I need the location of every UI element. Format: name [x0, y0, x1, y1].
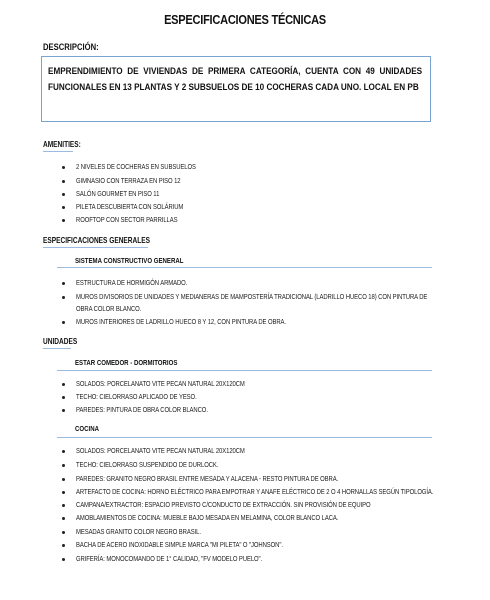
construction-rule: [57, 267, 432, 268]
construction-subheading: SISTEMA CONSTRUCTIVO GENERAL: [75, 256, 184, 265]
general-specs-heading: ESPECIFICACIONES GENERALES: [43, 236, 151, 245]
bullet-icon: [62, 296, 65, 299]
bullet-icon: [62, 531, 65, 534]
units-heading: UNIDADES: [43, 337, 78, 346]
bullet-icon: [62, 180, 65, 183]
amenities-underline: [43, 151, 73, 152]
spec-document: ESPECIFICACIONES TÉCNICAS DESCRIPCIÓN: EMPRENDIMIENTO DE VIVIENDAS DE PRIMERA CATEGORÍA, CUENTA CON 49 UNIDADES FUNCIONALES EN 13 PLANTAS Y 2 SUBSUELOS DE 10 COCHERAS CADA UNO. LOCAL EN PB AMENITIES: 2 NIVELES DE COCHERAS EN SUBSUELOS GIMNASIO CON TERRAZA EN PISO 12 SALÓN GOURMET EN PISO 11 PILETA DESCUBIERTA CON SOLÁRIUM ROOFTOP CON SECTOR PARRILLAS ESPECIFICACIONES GENERALES SISTEMA CONSTRUCTIVO GENERAL ESTRUCTURA DE HORMIGÓN ARMADO. MUROS DIVISORIOS DE UNIDADES Y MEDIANERAS DE MAMPOSTERÍA TRADICIONAL (LADRILLO HUECO 18) CON PINTURA DE OBRA COLOR BLANCO. MUROS INTERIORES DE LADRILLO HUECO 8 Y 12, CON PINTURA DE OBRA. UNIDADES ESTAR COMEDOR - DORMITORIOS SOLADOS: PORCELANATO VITE PECAN NATURAL 20X120CM TECHO: CIELORRASO APLICADO DE YESO. PAREDES: PINTURA DE OBRA COLOR BLANCO. COCINA SOLADOS: PORCELANATO VITE PECAN NATURAL 20X120CM TECHO: CIELORRASO SUSPENDIDO DE DURLOCK. PAREDES: GRANITO NEGRO BRASIL ENTRE MESADA Y ALACENA - RESTO PINTURA DE OBRA. ARTEFACTO DE COCINA: HORNO ELÉCTRICO PARA EMPOTRAR Y ANAFE ELÉCTRICO DE 2 O 4 HORNALLAS SEGÚN TIPOLOGÍA. CAMPANA/EXTRACTOR: ESPACIO PREVISTO C/CONDUCTO DE EXTRACCIÓN. SIN PROVISIÓN DE EQUIPO AMOBLAMIENTOS DE COCINA: MUEBLE BAJO MESADA EN MELAMINA, COLOR BLANCO LACA. MESADAS GRANITO COLOR NEGRO BRASIL. BACHA DE ACERO INOXIDABLE SIMPLE MARCA "MI PILETA" O "JOHNSON". GRIFERÍA: MONOCOMANDO DE 1° CALIDAD, "FV MODELO PUELO".: [0, 0, 490, 600]
description-text: EMPRENDIMIENTO DE VIVIENDAS DE PRIMERA CATEGORÍA, CUENTA CON 49 UNIDADES FUNCIONALES EN 13 PLANTAS Y 2 SUBSUELOS DE 10 COCHERAS CADA UNO. LOCAL EN PB: [48, 65, 423, 92]
kitchen-subheading: COCINA: [75, 424, 99, 433]
bullet-icon: [62, 193, 65, 196]
page-title: ESPECIFICACIONES TÉCNICAS: [164, 12, 326, 27]
bullet-icon: [62, 544, 65, 547]
bullet-icon: [62, 504, 65, 507]
bullet-icon: [62, 558, 65, 561]
bullet-icon: [62, 409, 65, 412]
bullet-icon: [62, 478, 65, 481]
bullet-icon: [62, 282, 65, 285]
units-underline: [43, 348, 71, 349]
kitchen-rule: [57, 437, 432, 438]
amenities-heading: AMENITIES:: [43, 140, 81, 149]
bullet-icon: [62, 166, 65, 169]
bullet-icon: [62, 450, 65, 453]
bullet-icon: [62, 383, 65, 386]
bullet-icon: [62, 219, 65, 222]
bullet-icon: [62, 517, 65, 520]
bullet-icon: [62, 206, 65, 209]
living-rule: [57, 370, 432, 371]
living-subheading: ESTAR COMEDOR - DORMITORIOS: [75, 358, 178, 367]
general-specs-underline: [43, 247, 148, 248]
bullet-icon: [62, 321, 65, 324]
bullet-icon: [62, 464, 65, 467]
bullet-icon: [62, 396, 65, 399]
bullet-icon: [62, 491, 65, 494]
description-box: [41, 56, 431, 122]
description-label: DESCRIPCIÓN:: [43, 42, 99, 52]
